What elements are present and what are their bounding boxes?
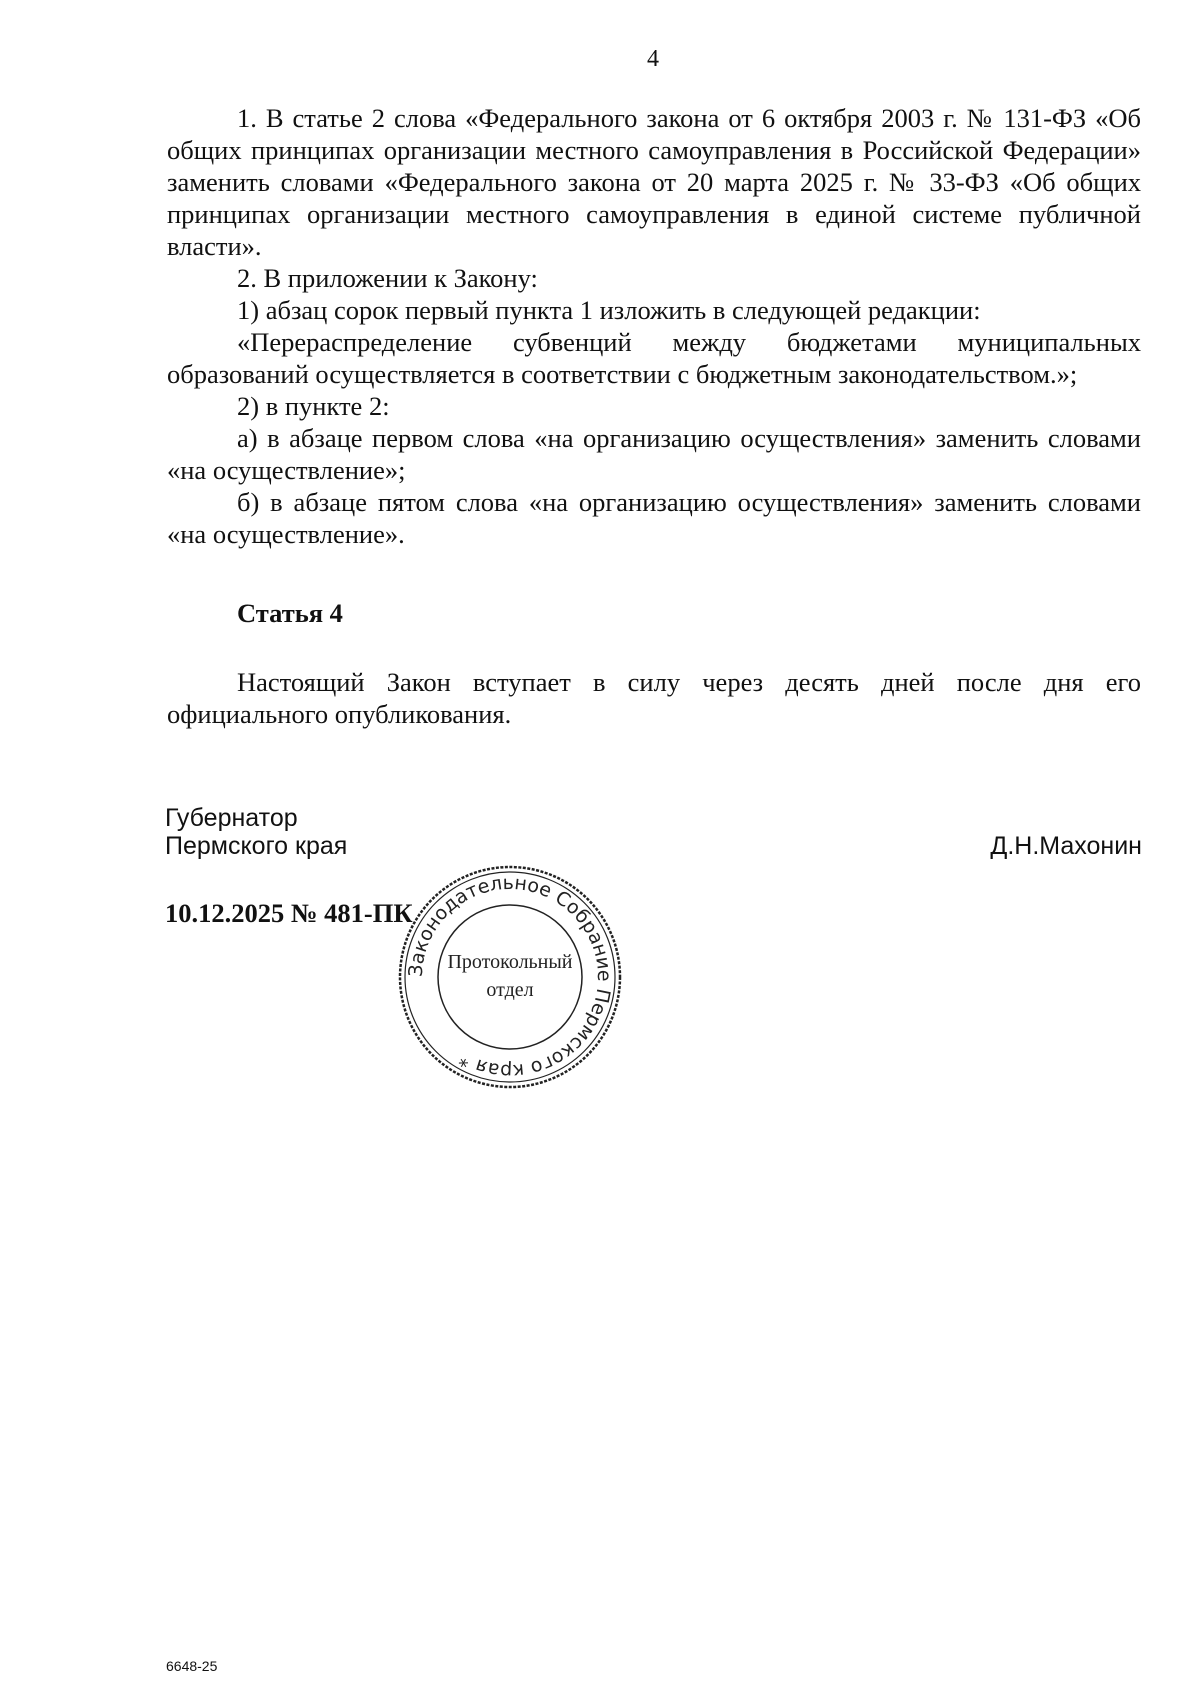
article-text: Настоящий Закон вступает в силу через десять дней после дня его официального опубликования. [167,667,1141,729]
page-number: 4 [647,46,659,72]
paragraph-5: 2) в пункте 2: [237,391,390,421]
stamp-outer-ring [400,867,620,1087]
paragraph-3: 1) абзац сорок первый пункта 1 изложить в следующей редакции: [237,295,981,325]
law-amendments-body [167,102,1141,550]
paragraph-1: 1. В статье 2 слова «Федерального закона от 6 октября 2003 г. № 131-ФЗ «Об общих принципах организации местного самоуправления в Российской Федерации» заменить словами «Федерального закона от 20 марта 2025 г. № 33-ФЗ «Об общих принципах организации местного самоуправления в единой системе публичной власти». [167,103,1141,261]
signer-title [165,804,347,860]
paragraph-2: 2. В приложении к Закону: [237,263,538,293]
stamp-center-line-2: отдел [486,979,534,1001]
document-code: 6648-25 [166,1658,218,1674]
stamp-inner-ring [438,905,582,1049]
stamp-ring-text: Законодательное Собрание Пермского края * [404,871,616,1083]
signer-name: Д.Н.Махонин [990,832,1142,860]
paragraph-6: а) в абзаце первом слова «на организацию осуществления» заменить словами «на осуществление»; [167,423,1141,485]
signer-title-line-1: Губернатор [165,804,298,832]
svg-text:Законодательное Собрание Пермс [405,872,615,1082]
law-number: 10.12.2025 № 481-ПК [165,898,413,928]
stamp-center-line-1: Протокольный [447,951,573,973]
paragraph-7: б) в абзаце пятом слова «на организацию осуществления» заменить словами «на осуществление». [167,487,1141,549]
official-stamp [395,862,625,1092]
paragraph-4: «Перераспределение субвенций между бюджетами муниципальных образований осуществляется в соответствии с бюджетным законодательством.»; [167,327,1141,389]
article-heading: Статья 4 [237,598,343,628]
signer-title-line-2: Пермского края [165,832,348,860]
